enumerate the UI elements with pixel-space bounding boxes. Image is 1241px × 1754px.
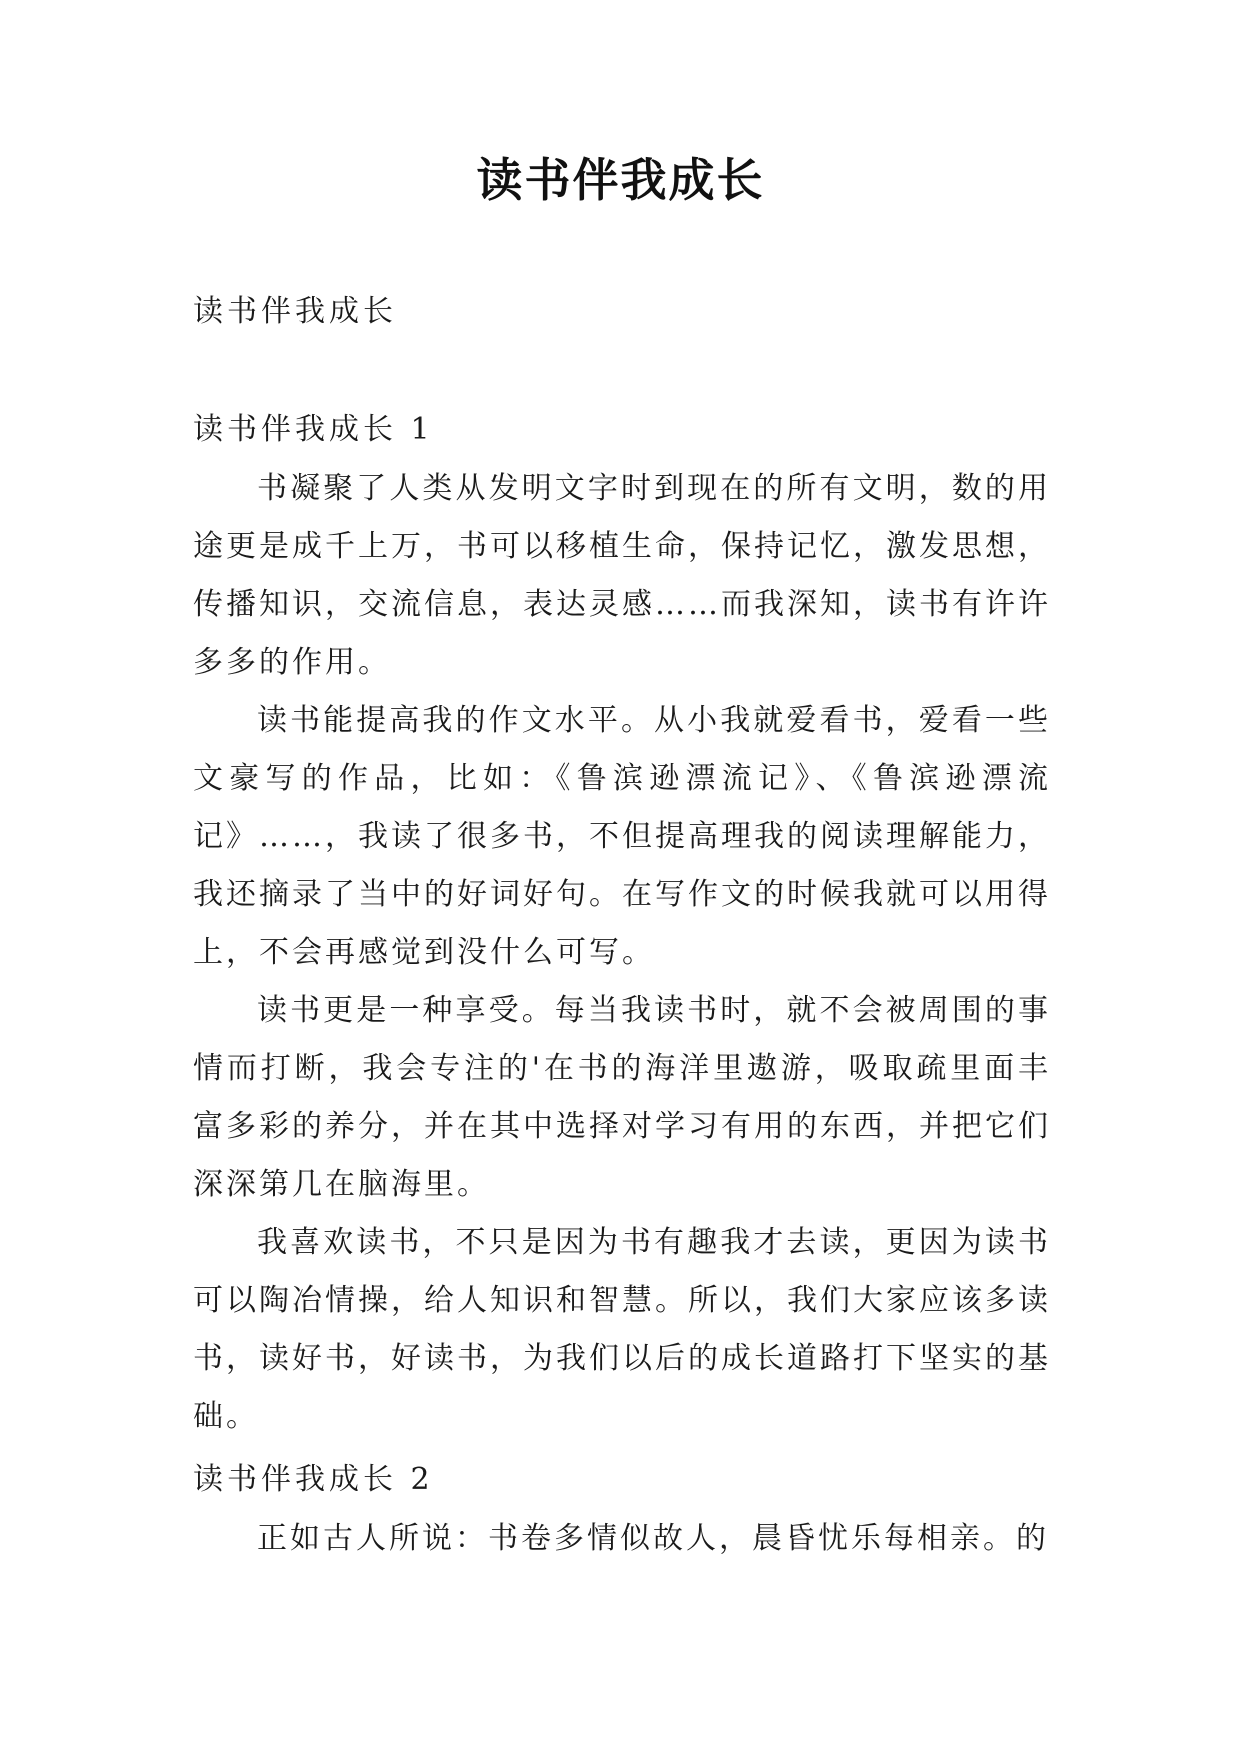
paragraph: 我喜欢读书，不只是因为书有趣我才去读，更因为读书可以陶冶情操，给人知识和智慧。所以，我们大家应该多读书，读好书，好读书，为我们以后的成长道路打下坚实的基础。 (193, 1225, 1051, 1434)
section-2 (193, 1460, 1051, 1568)
paragraph: 读书更是一种享受。每当我读书时，就不会被周围的事情而打断，我会专注的'在书的海洋里遨游，吸取疏里面丰富多彩的养分，并在其中选择对学习有用的东西，并把它们深深第几在脑海里。 (193, 993, 1051, 1202)
paragraph: 书凝聚了人类从发明文字时到现在的所有文明，数的用途更是成千上万，书可以移植生命，保持记忆，激发思想，传播知识，交流信息，表达灵感……而我深知，读书有许许多多的作用。 (193, 471, 1051, 680)
section-1 (193, 410, 1051, 1446)
document-title: 读书伴我成长 (476, 153, 765, 207)
paragraph: 正如古人所说：书卷多情似故人，晨昏忧乐每相亲。的 (257, 1521, 1049, 1556)
paragraph: 读书能提高我的作文水平。从小我就爱看书，爱看一些文豪写的作品，比如：《鲁滨逊漂流记》、《鲁滨逊漂流记》……，我读了很多书，不但提高理我的阅读理解能力，我还摘录了当中的好词好句。在写作文的时候我就可以用得上，不会再感觉到没什么可写。 (193, 703, 1051, 970)
section-heading: 读书伴我成长 1 (193, 412, 434, 447)
document-subtitle: 读书伴我成长 (193, 294, 397, 329)
section-heading: 读书伴我成长 2 (193, 1462, 434, 1497)
